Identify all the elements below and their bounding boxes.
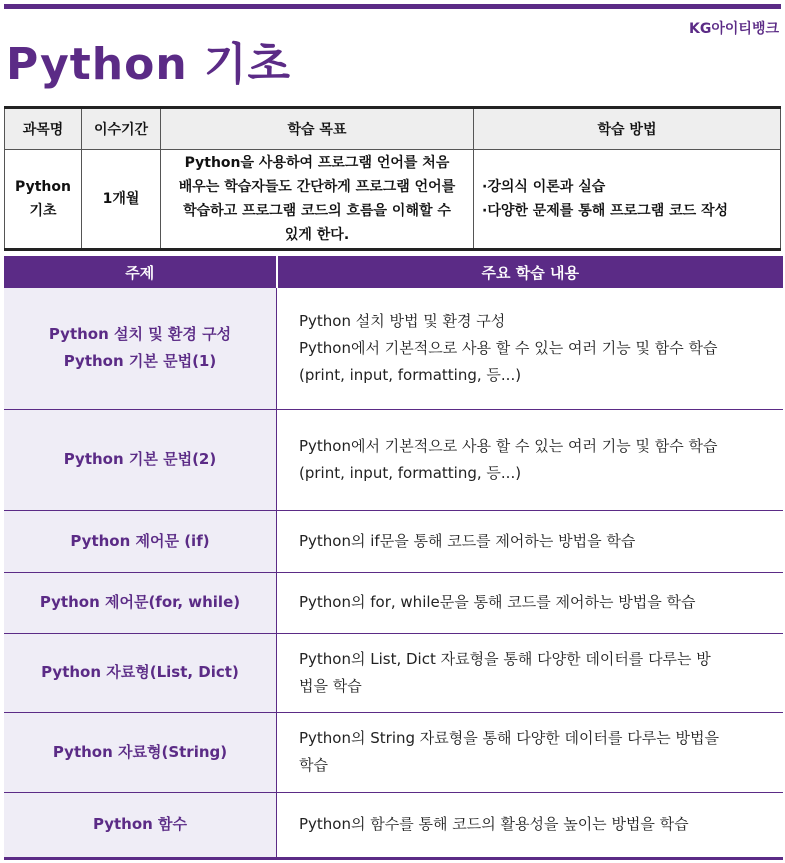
content-line: Python의 if문을 통해 코드를 제어하는 방법을 학습 — [299, 531, 636, 550]
method-item: ·다양한 문제를 통해 프로그램 코드 작성 — [482, 203, 729, 219]
brand-name: KG아이티뱅크 — [689, 21, 779, 37]
page-title: Python 기초 — [6, 39, 291, 90]
header-duration: 이수기간 — [82, 108, 161, 150]
header-goal: 학습 목표 — [161, 108, 474, 150]
duration: 1개월 — [82, 150, 161, 250]
content-cell — [277, 792, 784, 858]
content-cell — [277, 510, 784, 572]
course-name-text: Python 기초 — [15, 179, 71, 219]
content-line: Python의 for, while문을 통해 코드를 제어하는 방법을 학습 — [299, 593, 696, 611]
curriculum-row — [4, 633, 783, 712]
topic-line: Python 기본 문법(1) — [63, 352, 217, 371]
topic-cell — [4, 712, 277, 792]
header-method: 학습 방법 — [474, 108, 781, 150]
topic-cell — [4, 409, 277, 510]
curriculum-row — [4, 409, 783, 510]
content-line: Python의 함수를 통해 코드의 활용성을 높이는 방법을 학습 — [299, 815, 689, 833]
topic-line: Python 자료형(String) — [52, 742, 228, 761]
content-cell — [277, 288, 784, 409]
header-course-name: 과목명 — [5, 108, 82, 150]
topic-line: Python 제어문(for, while) — [39, 593, 241, 611]
header-content: 주요 학습 내용 — [277, 256, 784, 288]
content-cell — [277, 633, 784, 712]
content-line: Python에서 기본적으로 사용 할 수 있는 여러 기능 및 함수 학습 — [299, 338, 718, 357]
learning-goal — [161, 150, 474, 250]
curriculum-row — [4, 792, 783, 858]
topic-cell — [4, 572, 277, 633]
topic-cell — [4, 288, 277, 409]
topic-cell — [4, 792, 277, 858]
content-cell — [277, 409, 784, 510]
curriculum-row — [4, 712, 783, 792]
curriculum-row — [4, 572, 783, 633]
content-line: (print, input, formatting, 등...) — [299, 463, 522, 482]
info-header-row — [5, 108, 781, 150]
content-cell — [277, 572, 784, 633]
method-item: ·강의식 이론과 실습 — [482, 179, 606, 195]
curriculum-row — [4, 510, 783, 572]
curriculum-table — [4, 256, 783, 860]
content-line: Python에서 기본적으로 사용 할 수 있는 여러 기능 및 함수 학습 — [299, 436, 718, 455]
info-row — [5, 150, 781, 250]
top-rule — [4, 4, 781, 9]
content-line: Python의 String 자료형을 통해 다양한 데이터를 다루는 방법을 — [299, 729, 719, 747]
content-line: (print, input, formatting, 등...) — [299, 365, 522, 384]
content-line: Python의 List, Dict 자료형을 통해 다양한 데이터를 다루는 방 — [299, 649, 711, 668]
course-info-table — [4, 106, 781, 251]
topic-line: Python 설치 및 환경 구성 — [48, 325, 232, 344]
learning-goal-text: Python을 사용하여 프로그램 언어를 처음 배우는 학습자들도 간단하게 프로그램 언어를 학습하고 프로그램 코드의 흐름을 이해할 수 있게 한다. — [178, 155, 456, 243]
content-line: Python 설치 방법 및 환경 구성 — [299, 311, 506, 330]
course-name — [5, 150, 82, 250]
content-line: 법을 학습 — [299, 676, 362, 695]
topic-cell — [4, 510, 277, 572]
content-line: 학습 — [299, 756, 328, 774]
topic-cell — [4, 633, 277, 712]
topic-line: Python 자료형(List, Dict) — [41, 663, 239, 681]
topic-line: Python 함수 — [92, 815, 188, 833]
topic-line: Python 기본 문법(2) — [63, 450, 217, 468]
learning-method — [474, 150, 781, 250]
topic-line: Python 제어문 (if) — [70, 531, 210, 550]
curriculum-header-row — [4, 256, 783, 288]
content-cell — [277, 712, 784, 792]
curriculum-row — [4, 288, 783, 409]
header-topic: 주제 — [4, 256, 277, 288]
